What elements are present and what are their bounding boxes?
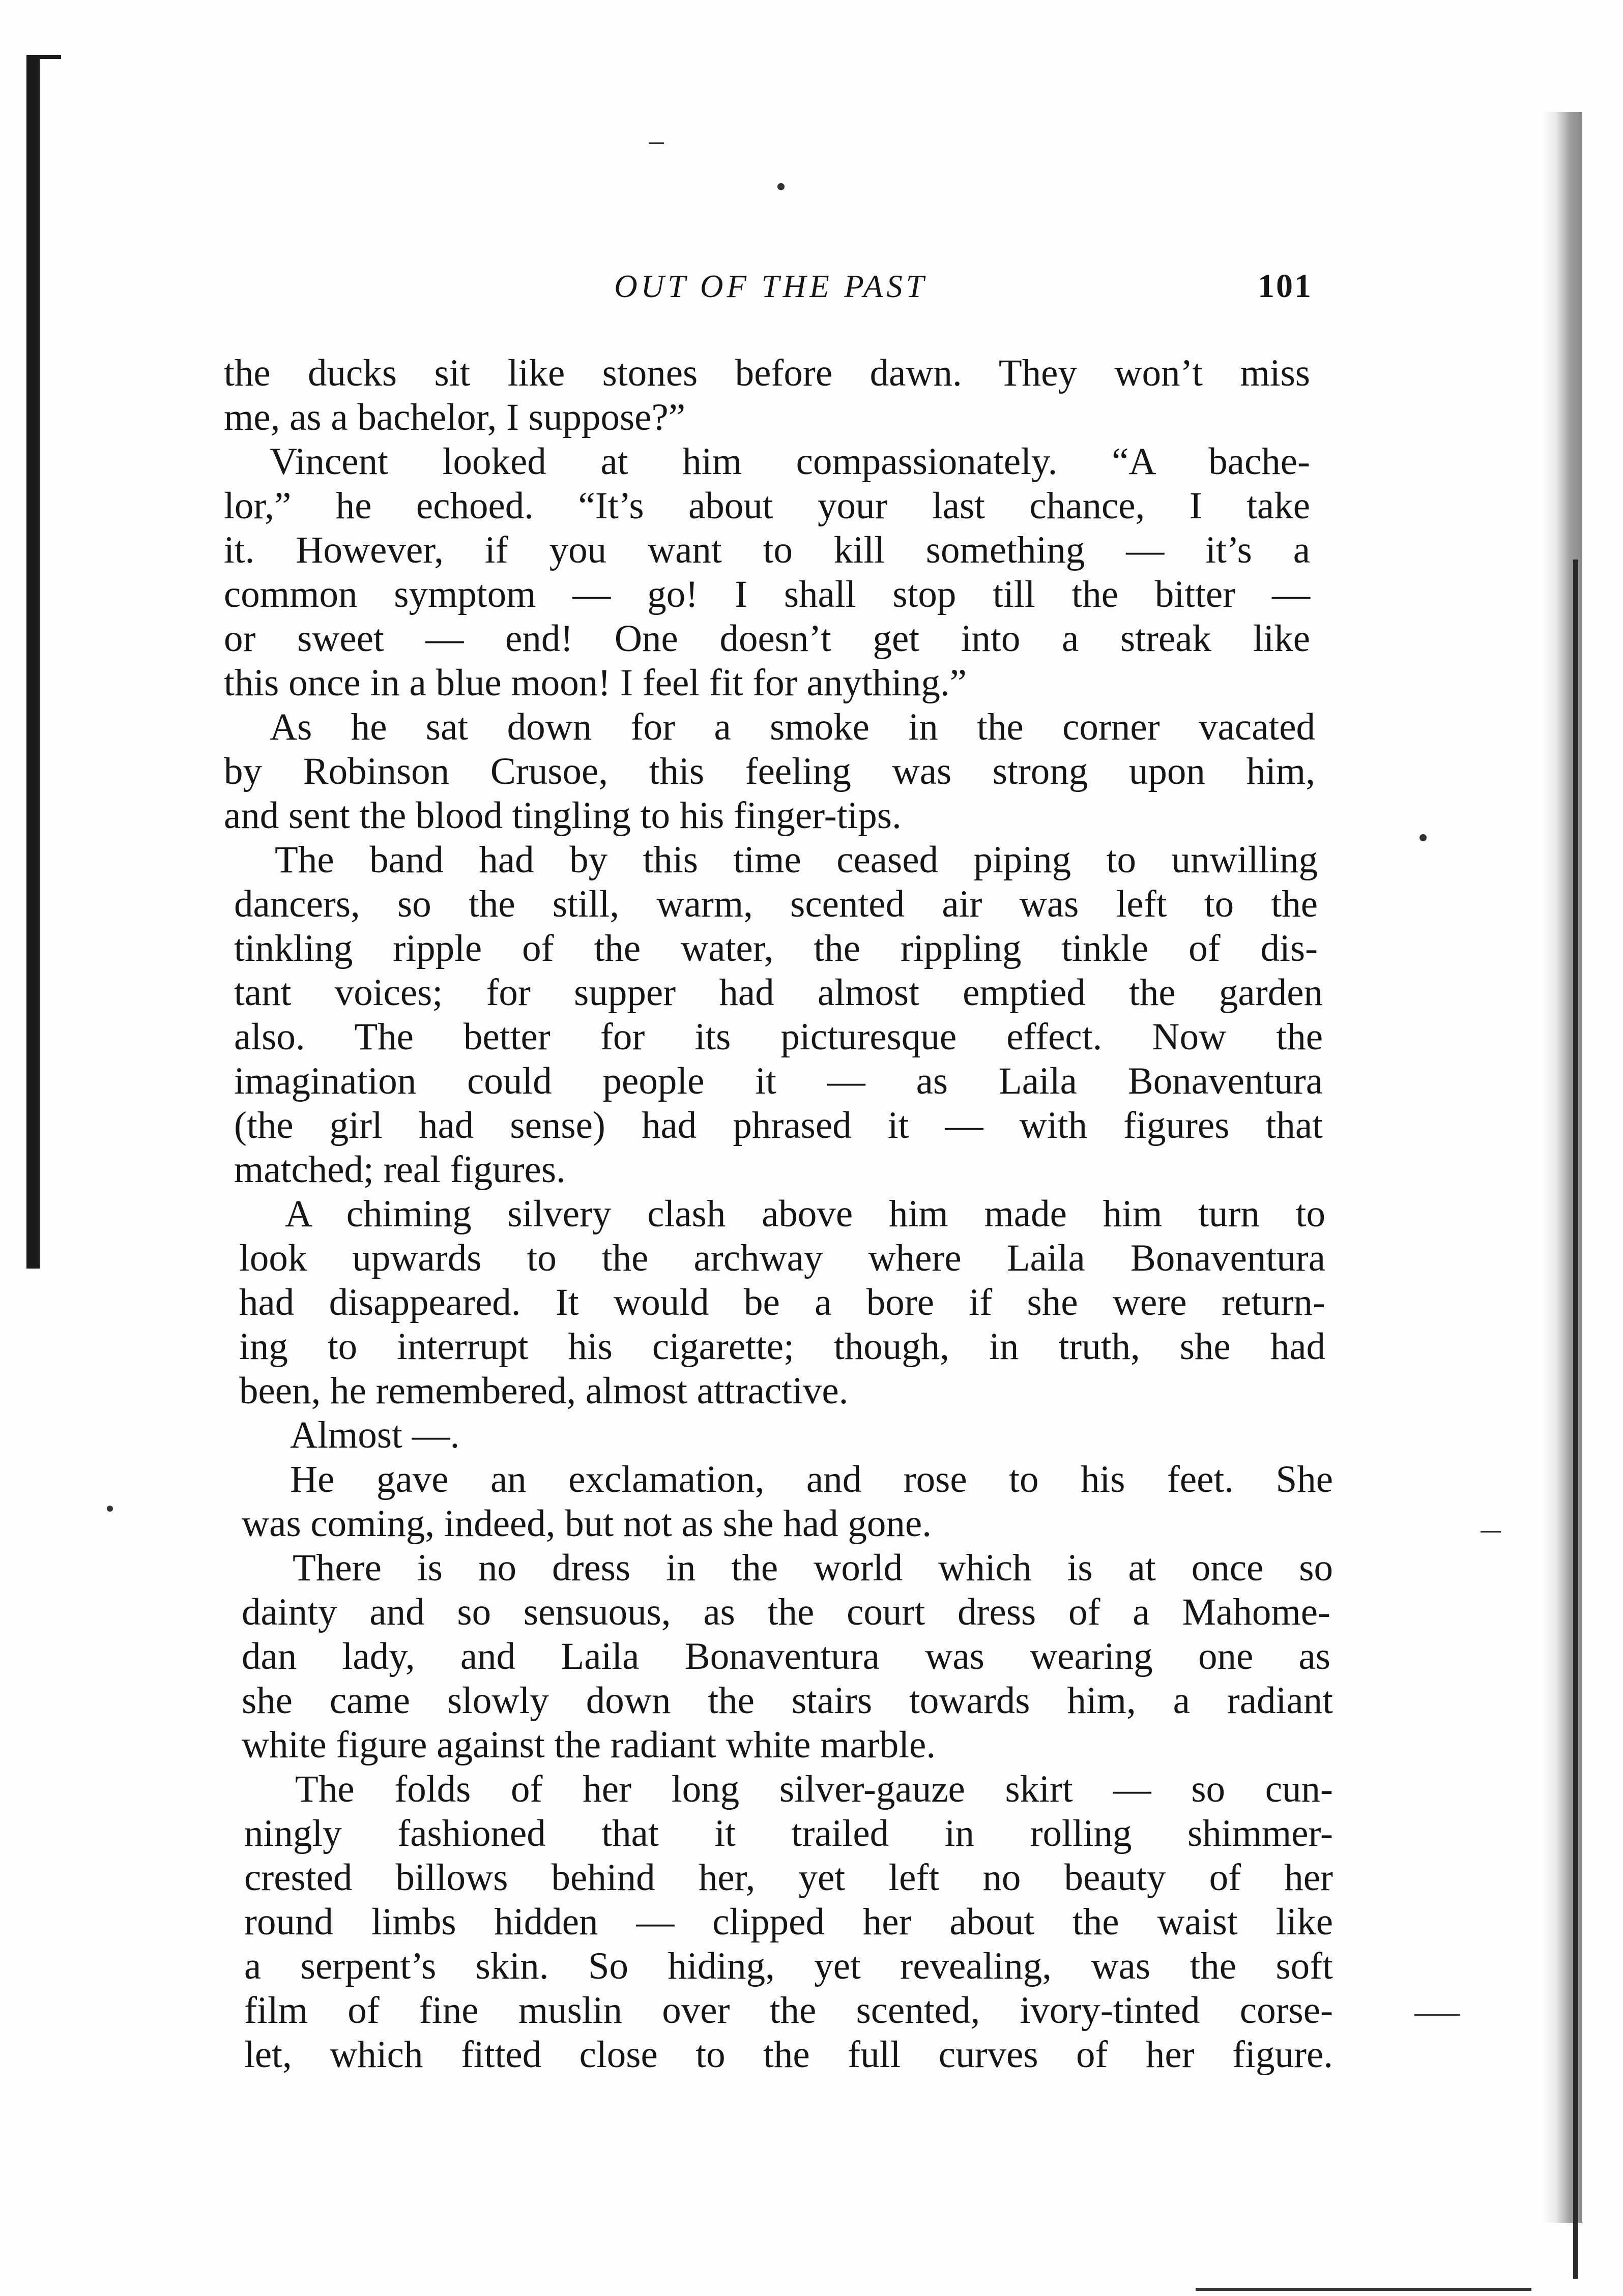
scan-speck xyxy=(1481,1531,1501,1533)
text-line: was coming, indeed, but not as she had gone. xyxy=(242,1503,932,1545)
scan-speck xyxy=(649,142,664,144)
text-line: me, as a bachelor, I suppose?” xyxy=(224,396,686,438)
text-line: film of fine muslin over the scented, ivory-tinted corse- xyxy=(244,1989,1333,2032)
page-number: 101 xyxy=(1258,268,1313,305)
text-line: this once in a blue moon! I feel fit for anything.” xyxy=(224,662,967,704)
text-line: The band had by this time ceased piping to unwilling xyxy=(275,839,1318,881)
scan-speck xyxy=(1419,834,1427,841)
running-head: OUT OF THE PAST xyxy=(614,269,928,304)
bottom-edge-mark xyxy=(1196,2288,1531,2291)
text-line: dan lady, and Laila Bonaventura was wearing one as xyxy=(242,1635,1330,1677)
text-line: look upwards to the archway where Laila Bonaventura xyxy=(239,1237,1325,1279)
text-line: Almost —. xyxy=(290,1414,460,1456)
text-line: by Robinson Crusoe, this feeling was strong upon him, xyxy=(224,750,1315,792)
text-line: dancers, so the still, warm, scented air was left to the xyxy=(234,883,1318,925)
page-header xyxy=(229,263,1313,319)
text-line: or sweet — end! One doesn’t get into a streak like xyxy=(224,617,1310,660)
text-line: common symptom — go! I shall stop till the bitter — xyxy=(224,573,1310,615)
scan-edge-bar xyxy=(26,55,40,1269)
text-line: tinkling ripple of the water, the rippling tinkle of dis- xyxy=(234,927,1318,969)
text-line: a serpent’s skin. So hiding, yet revealing, was the soft xyxy=(244,1945,1333,1987)
text-line: There is no dress in the world which is at once so xyxy=(293,1547,1333,1589)
text-line: lor,” he echoed. “It’s about your last chance, I take xyxy=(224,485,1310,527)
text-line: been, he remembered, almost attractive. xyxy=(239,1370,849,1412)
page-edge-line xyxy=(1573,560,1578,2279)
text-line: the ducks sit like stones before dawn. They won’t miss xyxy=(224,352,1310,394)
text-line: As he sat down for a smoke in the corner vacated xyxy=(270,706,1315,748)
text-line: white figure against the radiant white marble. xyxy=(242,1724,936,1766)
text-line: she came slowly down the stairs towards him, a radiant xyxy=(242,1680,1333,1722)
text-line: tant voices; for supper had almost emptied the garden xyxy=(234,972,1323,1014)
scan-speck xyxy=(107,1506,113,1512)
text-line: Vincent looked at him compassionately. “A bache- xyxy=(270,440,1310,483)
text-line: also. The better for its picturesque effect. Now the xyxy=(234,1016,1323,1058)
text-line: (the girl had sense) had phrased it — with figures that xyxy=(234,1104,1323,1146)
text-line: let, which fitted close to the full curves of her figure. xyxy=(244,2034,1333,2076)
scan-speck xyxy=(1414,2014,1460,2016)
text-line: imagination could people it — as Laila Bonaventura xyxy=(234,1060,1323,1102)
text-line: and sent the blood tingling to his finger-tips. xyxy=(224,794,902,837)
text-line: ningly fashioned that it trailed in rolling shimmer- xyxy=(244,1812,1333,1855)
text-line: A chiming silvery clash above him made him turn to xyxy=(285,1193,1325,1235)
text-line: round limbs hidden — clipped her about the waist like xyxy=(244,1901,1333,1943)
text-line: ing to interrupt his cigarette; though, in truth, she had xyxy=(239,1326,1325,1368)
text-line: matched; real figures. xyxy=(234,1149,566,1191)
scan-speck xyxy=(777,183,785,190)
text-line: dainty and so sensuous, as the court dress of a Mahome- xyxy=(242,1591,1330,1633)
text-line: crested billows behind her, yet left no beauty of her xyxy=(244,1857,1333,1899)
text-line: had disappeared. It would be a bore if she were return- xyxy=(239,1281,1325,1323)
text-line: He gave an exclamation, and rose to his feet. She xyxy=(290,1458,1333,1500)
text-line: The folds of her long silver-gauze skirt — so cun- xyxy=(295,1768,1333,1810)
text-line: it. However, if you want to kill something — it’s a xyxy=(224,529,1310,571)
